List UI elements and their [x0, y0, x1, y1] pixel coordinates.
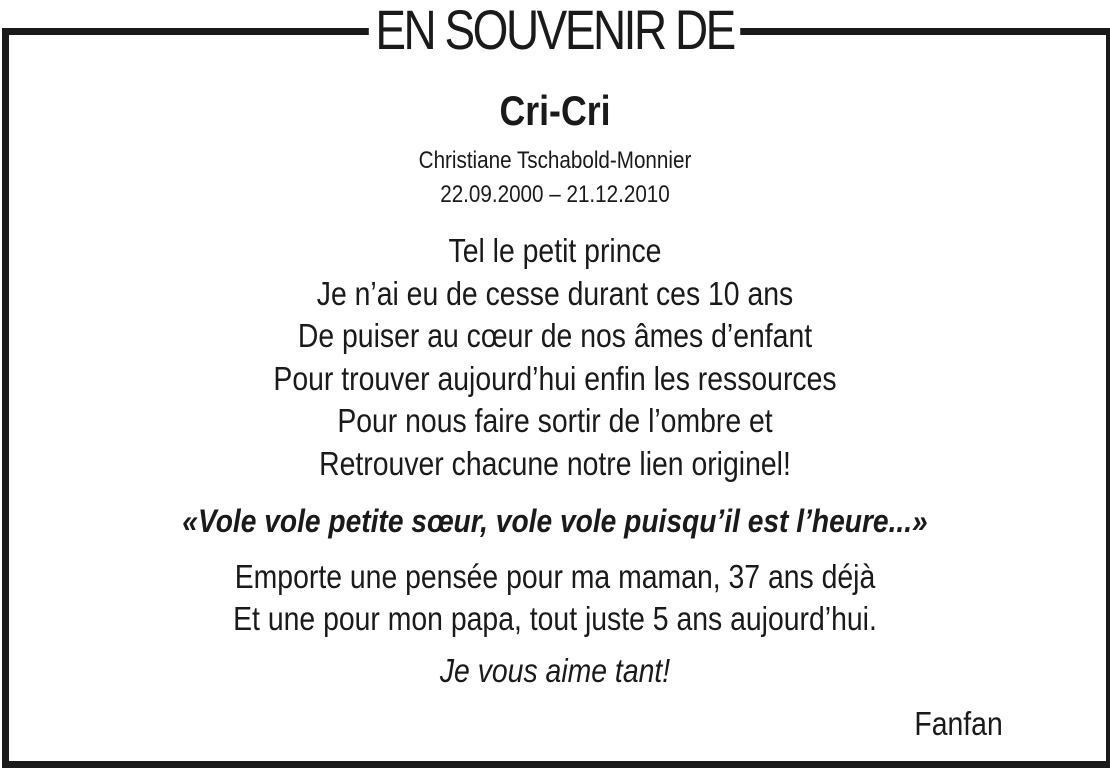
closing-lines [0, 556, 1110, 640]
notice-heading: EN SOUVENIR DE [369, 0, 741, 62]
deceased-nickname: Cri-Cri [499, 87, 611, 134]
deceased-dates: 22.09.2000 – 21.12.2010 [440, 181, 670, 208]
poem-line: Je n’ai eu de cesse durant ces 10 ans [316, 274, 794, 312]
poem-line: Pour trouver aujourd’hui enfin les ressources [273, 359, 837, 397]
love-line: Je vous aime tant! [439, 652, 671, 689]
poem-line: Pour nous faire sortir de l’ombre et [337, 402, 773, 439]
signature: Fanfan [914, 705, 1003, 742]
closing-line: Et une pour mon papa, tout juste 5 ans aujourd’hui. [233, 600, 877, 637]
deceased-full-name: Christiane Tschabold-Monnier [418, 147, 692, 174]
poem-line: De puiser au cœur de nos âmes d’enfant [297, 317, 813, 354]
poem-line: Tel le petit prince [448, 232, 662, 269]
poem-line: Retrouver chacune notre lien originel! [319, 444, 791, 482]
heading-container [0, 0, 1110, 62]
closing-line: Emporte une pensée pour ma maman, 37 ans déjà [234, 558, 876, 595]
poem [0, 230, 1110, 485]
quote: «Vole vole petite sœur, vole vole puisqu’il est l’heure...» [182, 503, 928, 539]
